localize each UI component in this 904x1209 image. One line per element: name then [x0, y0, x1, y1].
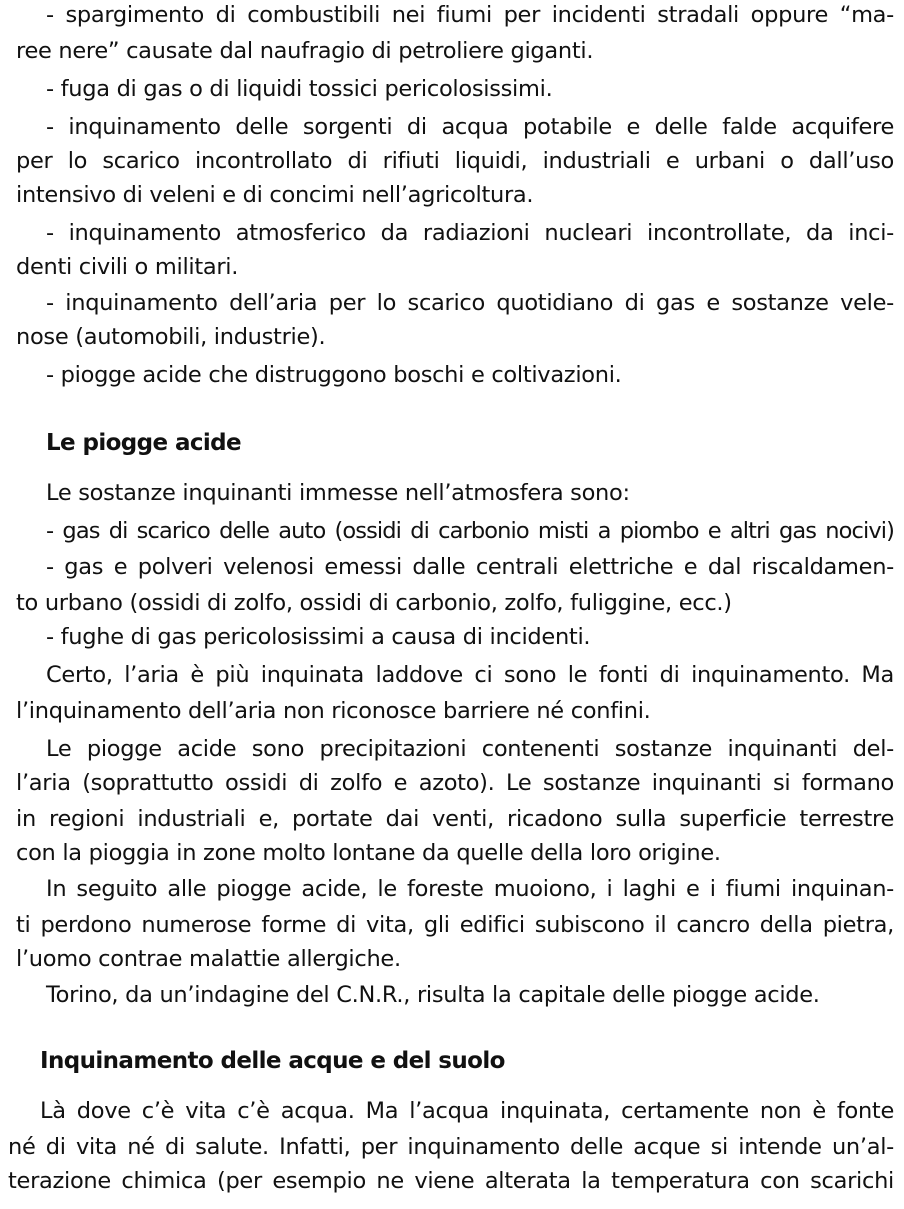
text-line: to urbano (ossidi di zolfo, ossidi di carbonio, zolfo, fuliggine, ecc.) [16, 590, 732, 616]
section-heading-piogge-acide: Le piogge acide [46, 430, 242, 456]
text-line: ti perdono numerose forme di vita, gli edifici subiscono il cancro della pietra, [16, 912, 894, 938]
text-line: Là dove c’è vita c’è acqua. Ma l’acqua inquinata, certamente non è fonte [40, 1098, 894, 1124]
text-line: con la pioggia in zone molto lontane da quelle della loro origine. [16, 840, 721, 866]
text-line: Le sostanze inquinanti immesse nell’atmosfera sono: [46, 480, 630, 506]
text-line: l’aria (soprattutto ossidi di zolfo e azoto). Le sostanze inquinanti si formano [16, 770, 894, 796]
text-line: - inquinamento delle sorgenti di acqua potabile e delle falde acquifere [46, 114, 894, 140]
text-line: Le piogge acide sono precipitazioni contenenti sostanze inquinanti del- [46, 736, 894, 762]
text-line: intensivo di veleni e di concimi nell’agricoltura. [16, 182, 534, 208]
text-line: l’uomo contrae malattie allergiche. [16, 946, 401, 972]
text-line: denti civili o militari. [16, 254, 239, 280]
text-line: ree nere” causate dal naufragio di petroliere giganti. [16, 38, 594, 64]
text-line: - inquinamento atmosferico da radiazioni nucleari incontrollate, da inci- [46, 220, 894, 246]
text-line: Certo, l’aria è più inquinata laddove ci sono le fonti di inquinamento. Ma [46, 662, 894, 688]
text-line: in regioni industriali e, portate dai venti, ricadono sulla superficie terrestre [16, 806, 894, 832]
text-line: - fuga di gas o di liquidi tossici pericolosissimi. [46, 76, 553, 102]
text-line: - fughe di gas pericolosissimi a causa di incidenti. [46, 624, 591, 650]
text-line: - piogge acide che distruggono boschi e coltivazioni. [46, 362, 622, 388]
text-line: Torino, da un’indagine del C.N.R., risulta la capitale delle piogge acide. [46, 982, 820, 1008]
text-line: nose (automobili, industrie). [16, 324, 326, 350]
text-line: In seguito alle piogge acide, le foreste muoiono, i laghi e i fiumi inquinan- [46, 876, 894, 902]
text-line: l’inquinamento dell’aria non riconosce barriere né confini. [16, 698, 651, 724]
text-line: per lo scarico incontrollato di rifiuti liquidi, industriali e urbani o dall’uso [16, 148, 894, 174]
text-line: - gas di scarico delle auto (ossidi di carbonio misti a piombo e altri gas nocivi) [46, 518, 894, 544]
text-line: - gas e polveri velenosi emessi dalle centrali elettriche e dal riscaldamen- [46, 554, 894, 580]
section-heading-acque-suolo: Inquinamento delle acque e del suolo [40, 1048, 505, 1074]
text-line: né di vita né di salute. Infatti, per inquinamento delle acque si intende un’al- [8, 1134, 894, 1160]
text-line: - spargimento di combustibili nei fiumi per incidenti stradali oppure “ma- [46, 2, 894, 28]
text-line: - inquinamento dell’aria per lo scarico quotidiano di gas e sostanze vele- [46, 290, 894, 316]
text-line: terazione chimica (per esempio ne viene alterata la temperatura con scarichi [8, 1168, 894, 1194]
